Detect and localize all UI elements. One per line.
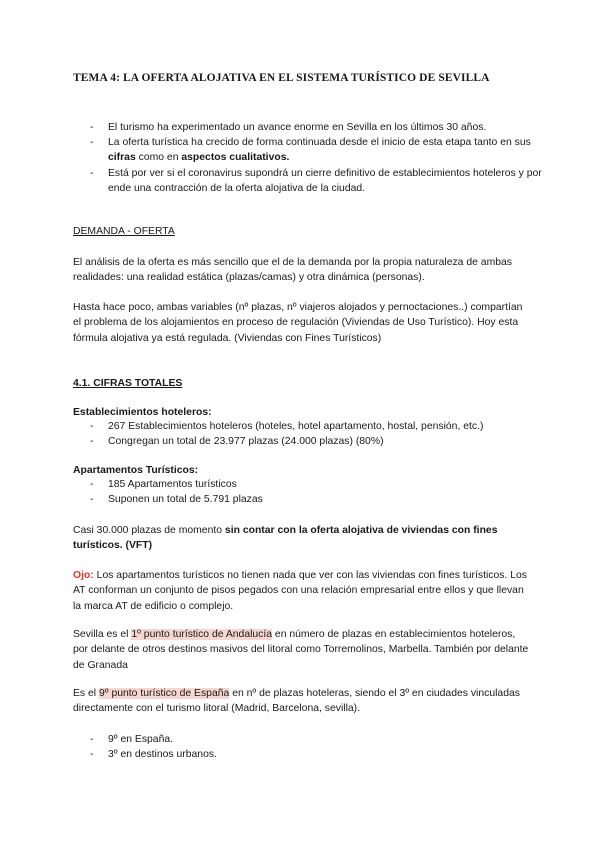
paragraph-sevilla-andalucia [73,627,533,673]
list-item-text: 185 Apartamentos turísticos [108,479,237,490]
bullet-dash: - [90,122,94,133]
list-item [90,120,548,135]
paragraph-text: Casi 30.000 plazas de momento [73,525,225,536]
bullet-dash: - [90,137,94,148]
page-title: TEMA 4: LA OFERTA ALOJATIVA EN EL SISTEMA TURÍSTICO DE SEVILLA [73,72,490,84]
list-item-text: 267 Establecimientos hoteleros (hoteles, hotel apartamento, hostal, pensión, etc.) [108,421,484,432]
list-item [90,477,548,492]
list-item-text: El turismo ha experimentado un avance enorme en Sevilla en los últimos 30 años. [108,122,487,133]
paragraph-text: Los apartamentos turísticos no tienen nada que ver con las viviendas con fines turísticos. Los AT conforman un conjunto de pisos pegados con una relación empresarial entre ellos y que llevan la marca AT de edificio o complejo. [73,570,527,612]
bullet-dash: - [90,479,94,490]
list-item [90,419,548,434]
list-item-text: Congregan un total de 23.977 plazas (24.000 plazas) (80%) [108,436,384,447]
paragraph-analisis: El análisis de la oferta es más sencillo que el de la demanda por la propia naturaleza de ambas realidades: una realidad estática (plazas/camas) y otra dinámica (personas). [73,257,512,284]
paragraph-hasta: Hasta hace poco, ambas variables (nº plazas, nº viajeros alojados y pernoctaciones..) compartían el problema de los alojamientos en proceso de regulación (Viviendas de Uso Turístico). Hoy esta fórmula alojativa ya está regulada. (Viviendas con Fines Turísticos) [73,302,523,344]
list-item [90,732,548,747]
bullet-dash: - [90,749,94,760]
list-item [90,492,548,507]
bullet-dash: - [90,421,94,432]
paragraph-text: Es el [73,688,99,699]
list-item [90,434,548,449]
paragraph-casi [73,523,533,554]
paragraph-ojo [73,568,533,614]
list-item-text: como en [135,152,182,164]
bold-text: sin contar con la oferta alojativa de viviendas con fines turísticos. (VFT) [73,525,498,552]
bullet-dash: - [90,734,94,745]
list-item [90,135,548,166]
section-heading-cifras: 4.1. CIFRAS TOTALES [73,378,183,389]
paragraph-text: en número de plazas en establecimientos hoteleros, por delante de otros destinos masivos del litoral como Torremolinos, Marbella. También por delante de Granada [73,629,529,671]
list-item-text: Suponen un total de 5.791 plazas [108,494,263,505]
highlight-text: 9º punto turístico de España [99,688,230,699]
bullet-dash: - [90,168,94,179]
paragraph-text: Sevilla es el [73,629,132,640]
ojo-label: Ojo: [73,570,94,581]
subheading-hoteleros: Establecimientos hoteleros: [73,407,212,418]
paragraph-sevilla-espana [73,686,533,717]
subheading-apartamentos: Apartamentos Turísticos: [73,465,199,476]
list-item [90,166,548,197]
list-item [90,747,548,762]
highlight-text: 1º punto turístico de Andalucía [131,629,273,640]
list-item-text: 3º en destinos urbanos. [108,749,217,760]
paragraph-text: en nº de plazas hoteleras, siendo el 3º en ciudades vinculadas directamente con el turismo litoral (Madrid, Barcelona, sevilla). [73,688,520,715]
bullet-dash: - [90,436,94,447]
list-item-text: La oferta turística ha crecido de forma continuada desde el inicio de esta etapa tanto en sus [108,137,531,148]
bullet-dash: - [90,494,94,505]
list-item-text: 9º en España. [108,734,174,745]
bold-text: cifras [108,152,136,164]
list-item-text: Está por ver si el coronavirus supondrá un cierre definitivo de establecimientos hoteleros y por ende una contracción de la oferta alojativa de la ciudad. [108,168,542,195]
bold-text: aspectos cualitativos. [181,152,290,164]
section-heading-demanda: DEMANDA - OFERTA [73,226,175,237]
